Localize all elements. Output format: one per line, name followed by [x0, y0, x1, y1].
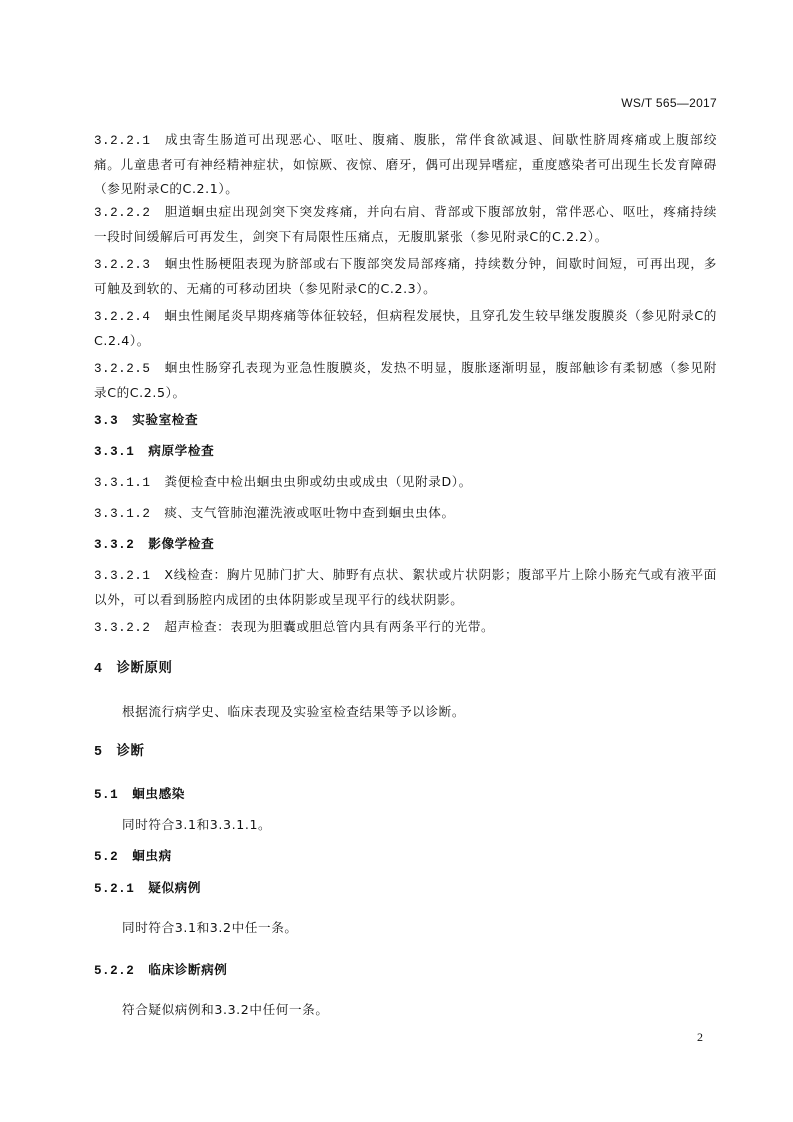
clause-number: 3.2.2.4 — [94, 310, 151, 324]
clause-text: 蛔虫性阑尾炎早期疼痛等体征较轻，但病程发展快，且穿孔发生较早继发腹膜炎（参见附录C的C.2.4）。 — [94, 308, 717, 348]
clause-3-3-2-1 — [94, 563, 717, 612]
heading-5-2-1 — [94, 876, 717, 901]
clause-text: X线检查：胸片见肺门扩大、肺野有点状、絮状或片状阴影；腹部平片上除小肠充气或有液平面以外，可以看到肠腔内成团的虫体阴影或呈现平行的线状阴影。 — [94, 567, 717, 607]
paragraph-text: 同时符合3.1和3.2中任一条。 — [122, 920, 298, 935]
heading-number: 3.3.1 — [94, 445, 135, 459]
clause-text: 蛔虫性肠穿孔表现为亚急性腹膜炎，发热不明显，腹胀逐渐明显，腹部触诊有柔韧感（参见附录C的C.2.5）。 — [94, 360, 717, 400]
chapter-title: 诊断 — [116, 744, 145, 759]
clause-3-2-2-1 — [94, 128, 717, 201]
clause-3-2-2-5 — [94, 356, 717, 405]
page-number: 2 — [697, 1030, 703, 1044]
paragraph-text: 同时符合3.1和3.3.1.1。 — [122, 817, 272, 832]
heading-5-2-2-body — [94, 998, 745, 1022]
heading-number: 5.2.2 — [94, 964, 135, 978]
chapter-title: 诊断原则 — [116, 661, 173, 676]
clause-number: 3.2.2.3 — [94, 258, 151, 272]
chapter-4-heading — [94, 657, 717, 682]
heading-5-2-1-body — [94, 916, 745, 940]
heading-number: 5.1 — [94, 788, 119, 802]
clause-number: 3.3.1.2 — [94, 507, 151, 521]
clause-text: 蛔虫性肠梗阻表现为脐部或右下腹部突发局部疼痛，持续数分钟，间歇时间短，可再出现，多可触及到软的、无痛的可移动团块（参见附录C的C.2.3）。 — [94, 256, 717, 296]
clause-number: 3.3.1.1 — [94, 476, 151, 490]
heading-number: 3.3 — [94, 414, 119, 428]
heading-text: 疑似病例 — [148, 880, 202, 895]
clause-number: 3.2.2.2 — [94, 206, 151, 220]
chapter-number: 5 — [94, 745, 103, 760]
heading-text: 病原学检查 — [148, 443, 215, 458]
document-code: WS/T 565—2017 — [621, 96, 717, 110]
heading-text: 蛔虫病 — [132, 848, 172, 863]
clause-3-3-2-2 — [94, 615, 717, 640]
clause-text: 成虫寄生肠道可出现恶心、呕吐、腹痛、腹胀，常伴食欲减退、间歇性脐周疼痛或上腹部绞痛。儿童患者可有神经精神症状，如惊厥、夜惊、磨牙，偶可出现异嗜症，重度感染者可出现生长发育障碍（参见附录C的C.2.1）。 — [94, 132, 717, 196]
clause-number: 3.2.2.5 — [94, 362, 151, 376]
clause-number: 3.3.2.1 — [94, 569, 151, 583]
heading-5-1 — [94, 782, 717, 807]
clause-3-3-1-1 — [94, 470, 717, 495]
paragraph-text: 根据流行病学史、临床表现及实验室检查结果等予以诊断。 — [122, 704, 466, 719]
clause-3-2-2-4 — [94, 304, 717, 353]
heading-text: 临床诊断病例 — [148, 962, 228, 977]
chapter-number: 4 — [94, 662, 103, 677]
heading-3-3-1 — [94, 439, 717, 464]
chapter-4-body — [94, 700, 745, 724]
heading-text: 蛔虫感染 — [132, 786, 185, 801]
heading-text: 影像学检查 — [148, 536, 215, 551]
clause-text: 痰、支气管肺泡灌洗液或呕吐物中查到蛔虫虫体。 — [164, 505, 455, 520]
heading-3-3 — [94, 408, 717, 433]
clause-3-2-2-3 — [94, 252, 717, 301]
clause-number: 3.3.2.2 — [94, 621, 151, 635]
heading-3-3-2 — [94, 532, 717, 557]
heading-5-2-2 — [94, 958, 717, 983]
chapter-5-heading — [94, 740, 717, 765]
clause-3-2-2-2 — [94, 200, 717, 249]
heading-number: 5.2 — [94, 850, 119, 864]
heading-5-1-body — [94, 813, 745, 837]
paragraph-text: 符合疑似病例和3.3.2中任何一条。 — [122, 1002, 329, 1017]
clause-3-3-1-2 — [94, 501, 717, 526]
clause-text: 胆道蛔虫症出现剑突下突发疼痛，并向右肩、背部或下腹部放射，常伴恶心、呕吐，疼痛持续一段时间缓解后可再发生，剑突下有局限性压痛点，无腹肌紧张（参见附录C的C.2.2）。 — [94, 204, 717, 244]
heading-number: 5.2.1 — [94, 882, 135, 896]
clause-text: 超声检查：表现为胆囊或胆总管内具有两条平行的光带。 — [164, 619, 495, 634]
heading-text: 实验室检查 — [132, 412, 199, 427]
heading-5-2 — [94, 844, 717, 869]
clause-number: 3.2.2.1 — [94, 134, 151, 148]
clause-text: 粪便检查中检出蛔虫虫卵或幼虫或成虫（见附录D）。 — [164, 474, 472, 489]
heading-number: 3.3.2 — [94, 538, 135, 552]
